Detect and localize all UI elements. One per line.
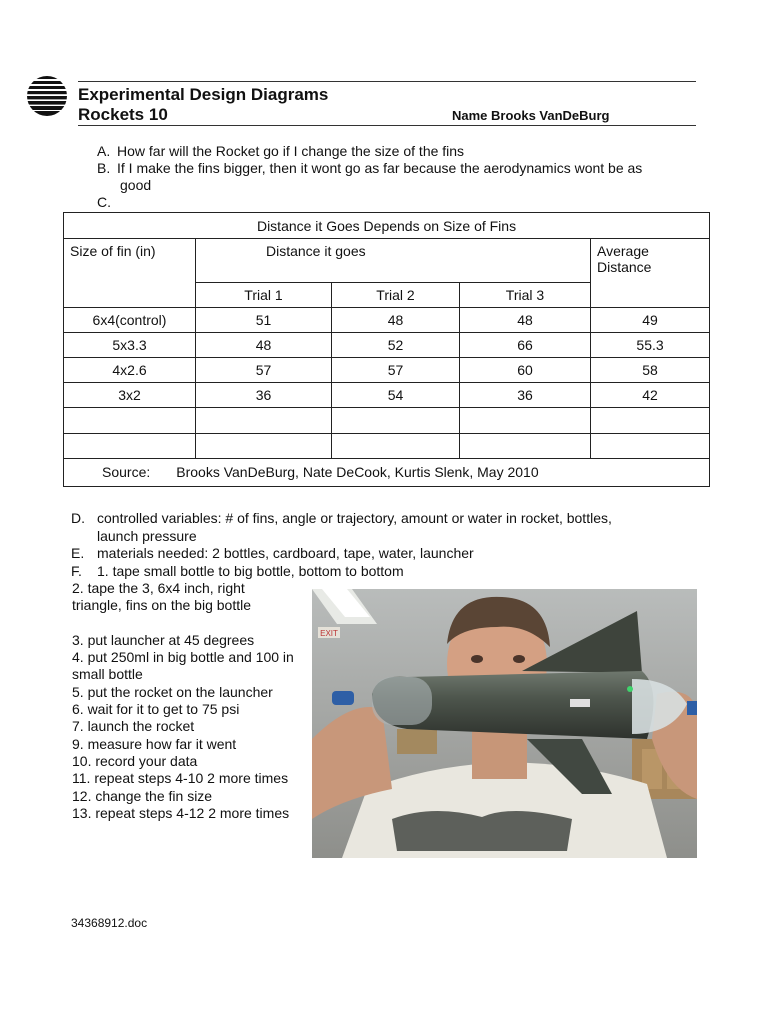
cell-trial: 48 bbox=[332, 307, 460, 332]
exit-sign-text: EXIT bbox=[320, 629, 338, 638]
header-trial: Trial 1 bbox=[196, 282, 332, 307]
header-size: Size of fin (in) bbox=[64, 239, 196, 307]
question-a: A. How far will the Rocket go if I change the size of the fins bbox=[97, 143, 465, 159]
data-table bbox=[63, 212, 710, 487]
item-d-cont: launch pressure bbox=[97, 527, 197, 544]
step-line: 3. put launcher at 45 degrees bbox=[72, 631, 255, 648]
photo-illustration bbox=[312, 589, 697, 858]
table-row bbox=[64, 358, 710, 383]
cell-trial: 52 bbox=[332, 332, 460, 357]
cell-size: 5x3.3 bbox=[64, 332, 196, 357]
cell-trial: 36 bbox=[196, 383, 332, 408]
header-distance: Distance it goes bbox=[196, 239, 591, 282]
table-row bbox=[64, 332, 710, 357]
item-e: E. materials needed: 2 bottles, cardboard, tape, water, launcher bbox=[71, 545, 474, 561]
cell-trial: 57 bbox=[196, 358, 332, 383]
step-line: small bottle bbox=[72, 666, 143, 683]
step-line bbox=[72, 615, 316, 632]
step-line: 10. record your data bbox=[72, 752, 198, 769]
table-row-empty bbox=[64, 408, 710, 433]
cell-trial: 48 bbox=[196, 332, 332, 357]
item-f: F. 1. tape small bottle to big bottle, bottom to bottom bbox=[71, 562, 404, 579]
question-c: C. bbox=[97, 194, 111, 210]
rocket-photo bbox=[312, 589, 697, 858]
document-title: Experimental Design Diagrams bbox=[78, 85, 329, 104]
header-average: Average Distance bbox=[591, 239, 710, 307]
student-name: Name Brooks VanDeBurg bbox=[452, 108, 610, 123]
table-source: Source: Brooks VanDeBurg, Nate DeCook, Kurtis Slenk, May 2010 bbox=[64, 458, 710, 486]
table-row-empty bbox=[64, 433, 710, 458]
header-top-rule bbox=[78, 81, 696, 82]
table-row bbox=[64, 383, 710, 408]
procedure-list bbox=[71, 510, 612, 580]
step-line: 4. put 250ml in big bottle and 100 in bbox=[72, 649, 294, 666]
cell-trial: 48 bbox=[460, 307, 591, 332]
step-line: 7. launch the rocket bbox=[72, 718, 195, 735]
cell-trial: 60 bbox=[460, 358, 591, 383]
question-b-cont: good bbox=[120, 177, 152, 193]
cell-size: 6x4(control) bbox=[64, 307, 196, 332]
table-row bbox=[64, 307, 710, 332]
cell-average: 42 bbox=[591, 383, 710, 408]
step-line: 9. measure how far it went bbox=[72, 735, 237, 752]
cell-trial: 54 bbox=[332, 383, 460, 408]
step-line: 5. put the rocket on the launcher bbox=[72, 683, 273, 700]
cell-size: 3x2 bbox=[64, 383, 196, 408]
document-subtitle: Rockets 10 bbox=[78, 105, 168, 124]
cell-average: 49 bbox=[591, 307, 710, 332]
table-title: Distance it Goes Depends on Size of Fins bbox=[64, 213, 710, 239]
step-line: 11. repeat steps 4-10 2 more times bbox=[72, 770, 289, 787]
footer-filename: 34368912.doc bbox=[71, 916, 148, 930]
cell-average: 55.3 bbox=[591, 332, 710, 357]
question-b: B. If I make the fins bigger, then it wont go as far because the aerodynamics wont be as bbox=[97, 160, 643, 176]
step-line: 2. tape the 3, 6x4 inch, right bbox=[72, 580, 245, 596]
step-line: 12. change the fin size bbox=[72, 787, 213, 804]
logo-icon bbox=[26, 75, 68, 117]
cell-size: 4x2.6 bbox=[64, 358, 196, 383]
steps-list bbox=[72, 580, 316, 822]
step-line: triangle, fins on the big bottle bbox=[72, 597, 252, 614]
header-trial: Trial 3 bbox=[460, 282, 591, 307]
step-line: 13. repeat steps 4-12 2 more times bbox=[72, 804, 290, 821]
header-trial: Trial 2 bbox=[332, 282, 460, 307]
cell-trial: 51 bbox=[196, 307, 332, 332]
item-d: D. controlled variables: # of fins, angle or trajectory, amount or water in rocket, bottles, bbox=[71, 510, 612, 526]
cell-trial: 66 bbox=[460, 332, 591, 357]
cell-trial: 57 bbox=[332, 358, 460, 383]
cell-trial: 36 bbox=[460, 383, 591, 408]
step-line: 6. wait for it to get to 75 psi bbox=[72, 701, 240, 718]
cell-average: 58 bbox=[591, 358, 710, 383]
header-bottom-rule bbox=[78, 125, 696, 126]
